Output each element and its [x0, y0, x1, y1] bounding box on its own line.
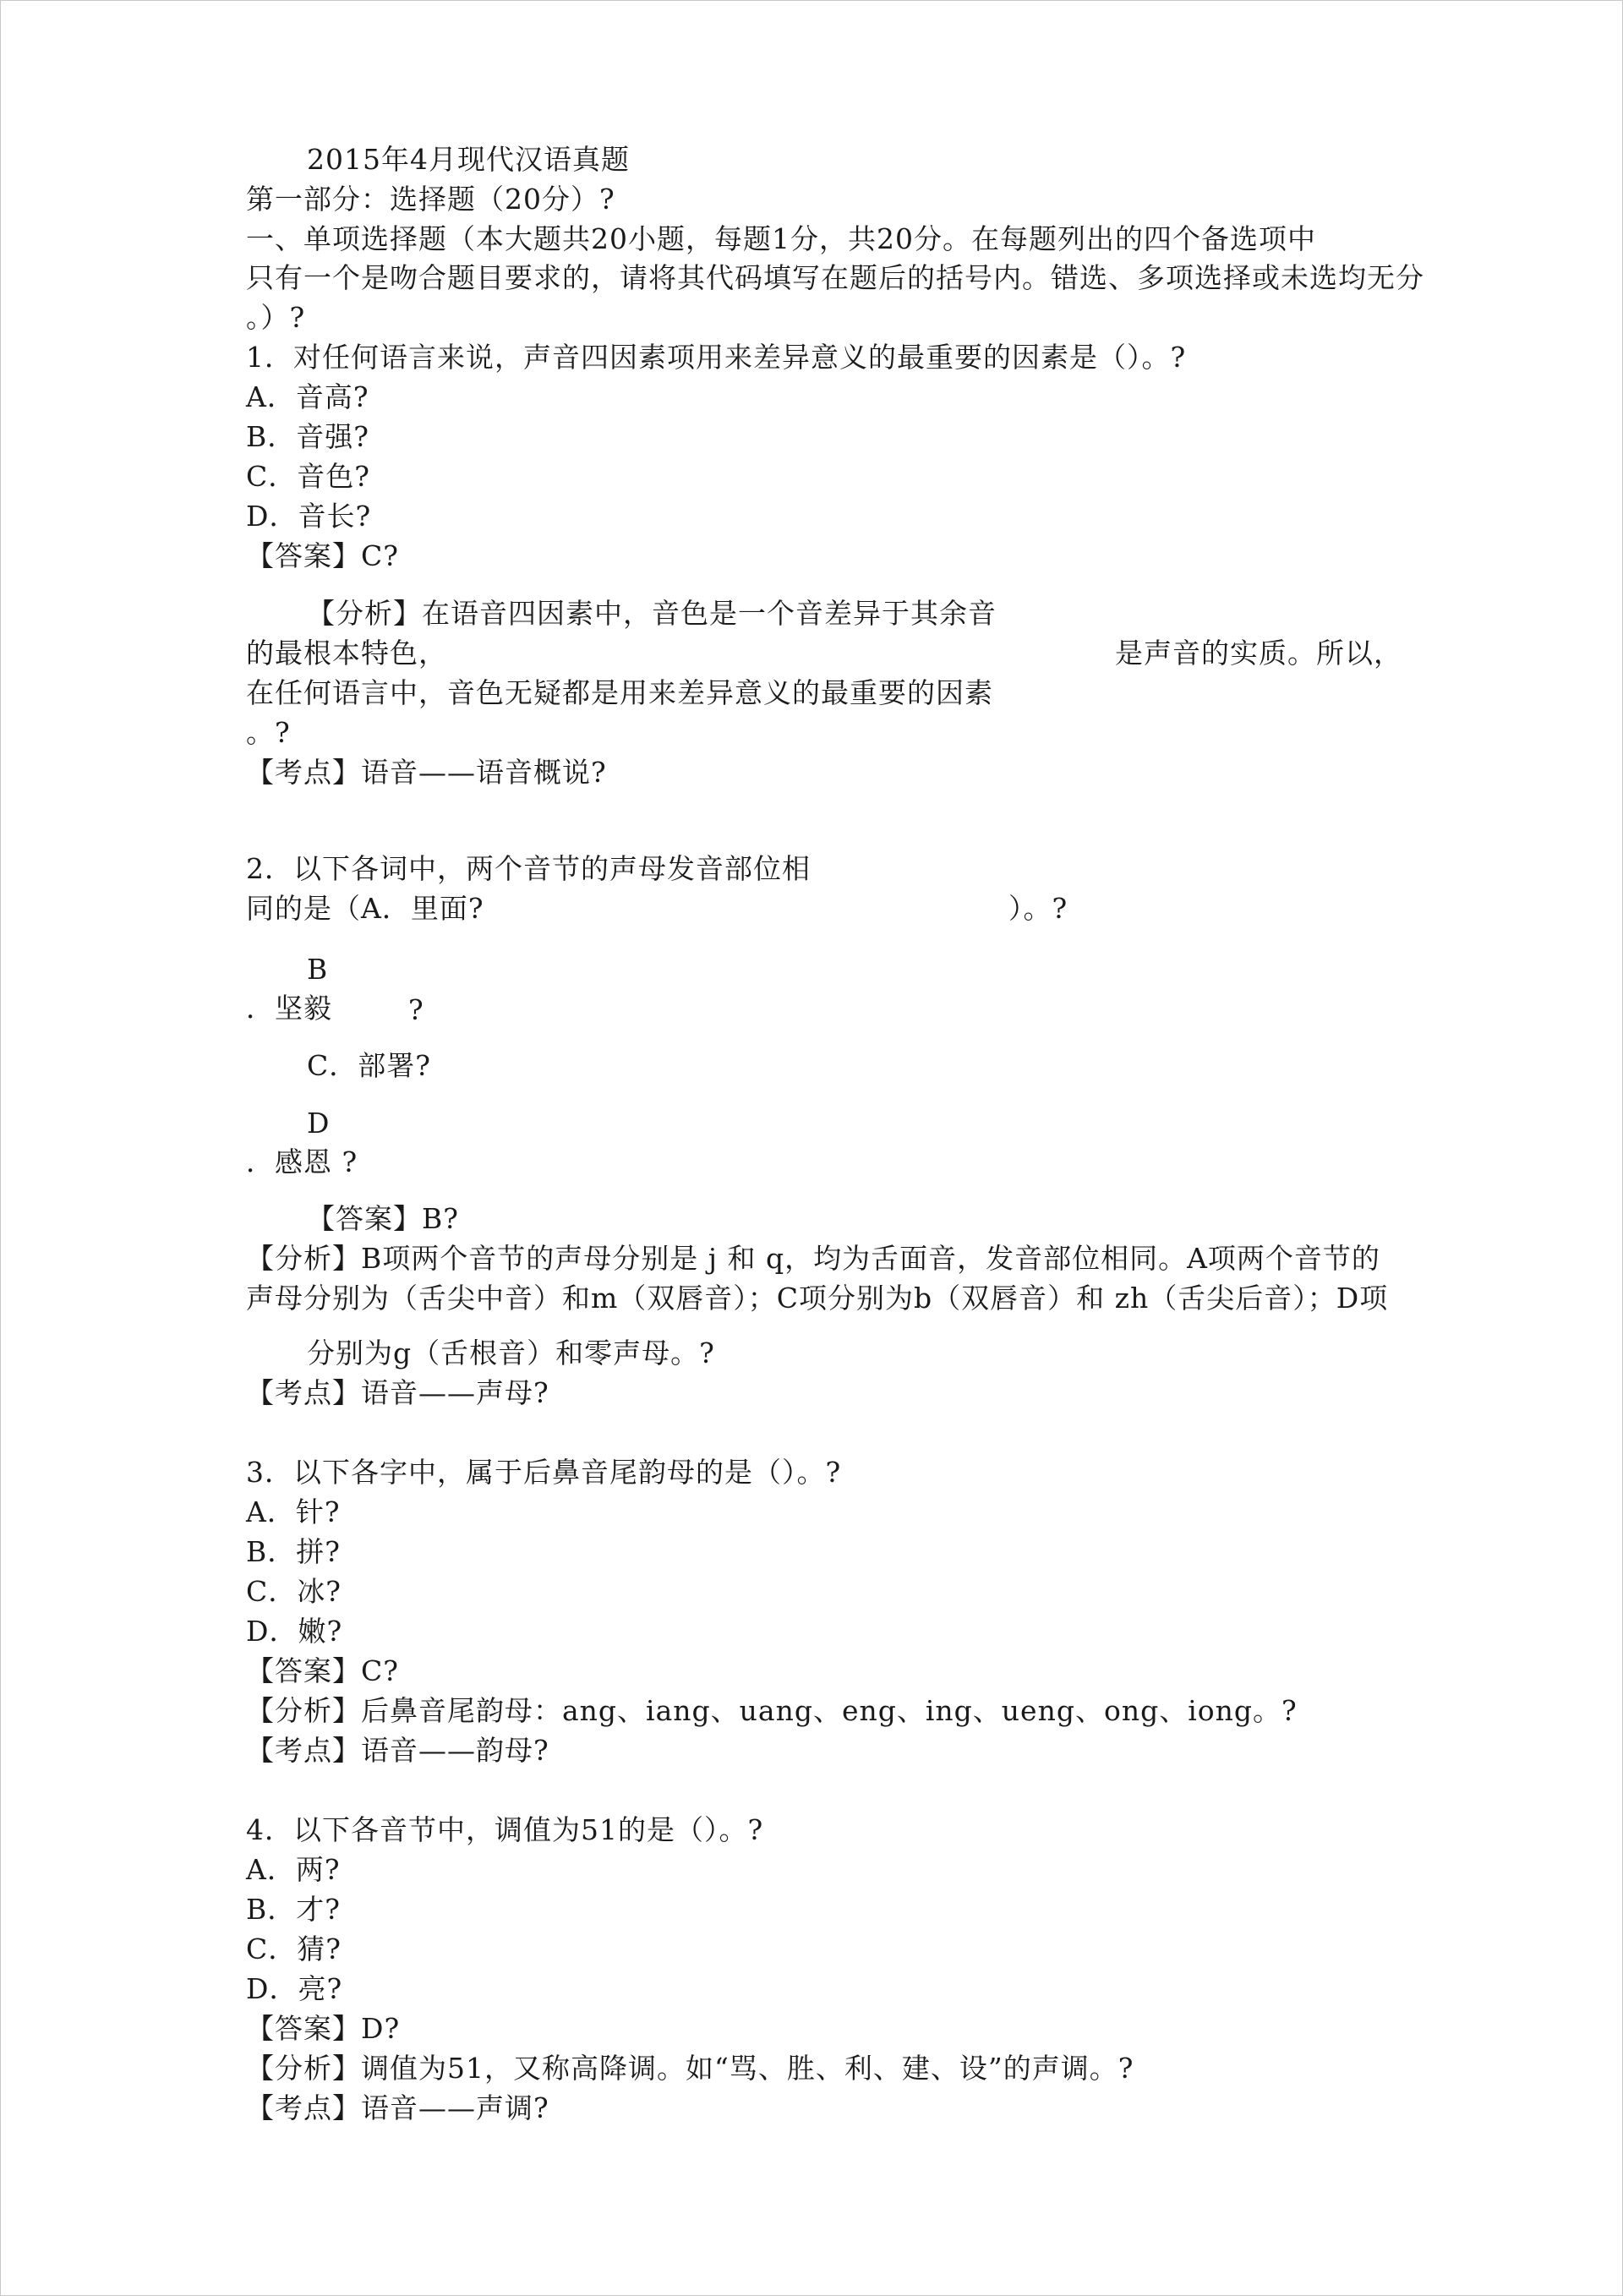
question-3-point: 【考点】语音——韵母?	[246, 1734, 549, 1767]
document-title: 2015年4月现代汉语真题	[307, 143, 630, 176]
question-2-option-d-letter: D	[307, 1107, 331, 1140]
question-2-stem-line-1: 2．以下各词中，两个音节的声母发音部位相	[246, 852, 811, 885]
question-1-option-b: B．音强?	[246, 420, 369, 453]
question-4-option-d: D．亮?	[246, 1972, 343, 2005]
question-2-option-c: C．部署?	[307, 1049, 431, 1082]
question-4-analysis: 【分析】调值为51，又称高降调。如“骂、胜、利、建、设”的声调。?	[246, 2052, 1134, 2085]
question-1-option-d: D．音长?	[246, 500, 372, 533]
question-2-option-d-text: ．感恩 ?	[246, 1145, 358, 1178]
question-1-analysis-line-2a: 的最根本特色，	[246, 637, 447, 670]
question-3-option-a: A．针?	[246, 1495, 341, 1528]
question-1-analysis-line-4: 。?	[246, 716, 291, 749]
question-2-stem-line-2b: ）。?	[1008, 892, 1068, 925]
question-2-analysis-line-1: 【分析】B项两个音节的声母分别是 j 和 q，均为舌面音，发音部位相同。A项两个音节的	[246, 1242, 1380, 1275]
question-2-option-b-mark: ?	[408, 993, 424, 1026]
question-4-option-c: C．猜?	[246, 1932, 342, 1965]
question-3-answer: 【答案】C?	[246, 1654, 399, 1687]
question-3-option-d: D．嫩?	[246, 1615, 343, 1648]
section-instructions-line-2: 只有一个是吻合题目要求的，请将其代码填写在题后的括号内。错选、多项选择或未选均无分	[246, 261, 1424, 294]
section-instructions-line-1: 一、单项选择题（本大题共20小题，每题1分，共20分。在每题列出的四个备选项中	[246, 222, 1316, 255]
question-1-option-a: A．音高?	[246, 380, 369, 413]
question-3-option-b: B．拼?	[246, 1535, 341, 1568]
question-1-analysis-line-3: 在任何语言中，音色无疑都是用来差异意义的最重要的因素	[246, 676, 993, 709]
question-2-analysis-line-3: 分别为g（舌根音）和零声母。?	[307, 1337, 715, 1369]
question-4-option-a: A．两?	[246, 1853, 341, 1886]
question-3-option-c: C．冰?	[246, 1575, 342, 1608]
question-4-stem: 4．以下各音节中，调值为51的是（）。?	[246, 1813, 764, 1846]
question-4-point: 【考点】语音——声调?	[246, 2091, 549, 2124]
question-2-answer: 【答案】B?	[307, 1202, 459, 1235]
question-2-stem-line-2a: 同的是（A．里面?	[246, 892, 484, 925]
section-instructions-line-3: 。）?	[246, 301, 306, 334]
question-1-analysis-line-1: 【分析】在语音四因素中，音色是一个音差异于其余音	[307, 597, 997, 630]
question-1-analysis-line-2b: 是声音的实质。所以，	[1115, 637, 1402, 670]
question-1-option-c: C．音色?	[246, 460, 370, 493]
question-2-analysis-line-2: 声母分别为（舌尖中音）和m（双唇音）；C项分别为b（双唇音）和 zh（舌尖后音）；D项	[246, 1282, 1389, 1315]
question-3-stem: 3．以下各字中，属于后鼻音尾韵母的是（）。?	[246, 1456, 842, 1489]
question-4-option-b: B．才?	[246, 1893, 341, 1926]
part-heading: 第一部分：选择题（20分）?	[246, 183, 615, 216]
question-4-answer: 【答案】D?	[246, 2012, 401, 2045]
question-1-point: 【考点】语音——语音概说?	[246, 756, 607, 789]
question-1-stem: 1．对任何语言来说，声音四因素项用来差异意义的最重要的因素是（）。?	[246, 341, 1187, 374]
question-3-analysis: 【分析】后鼻音尾韵母：ang、iang、uang、eng、ing、ueng、ong、iong。?	[246, 1694, 1298, 1727]
question-1-answer: 【答案】C?	[246, 539, 399, 572]
question-2-point: 【考点】语音——声母?	[246, 1376, 549, 1409]
question-2-option-b-text: ．坚毅	[246, 992, 332, 1025]
question-2-option-b-letter: B	[307, 953, 329, 986]
